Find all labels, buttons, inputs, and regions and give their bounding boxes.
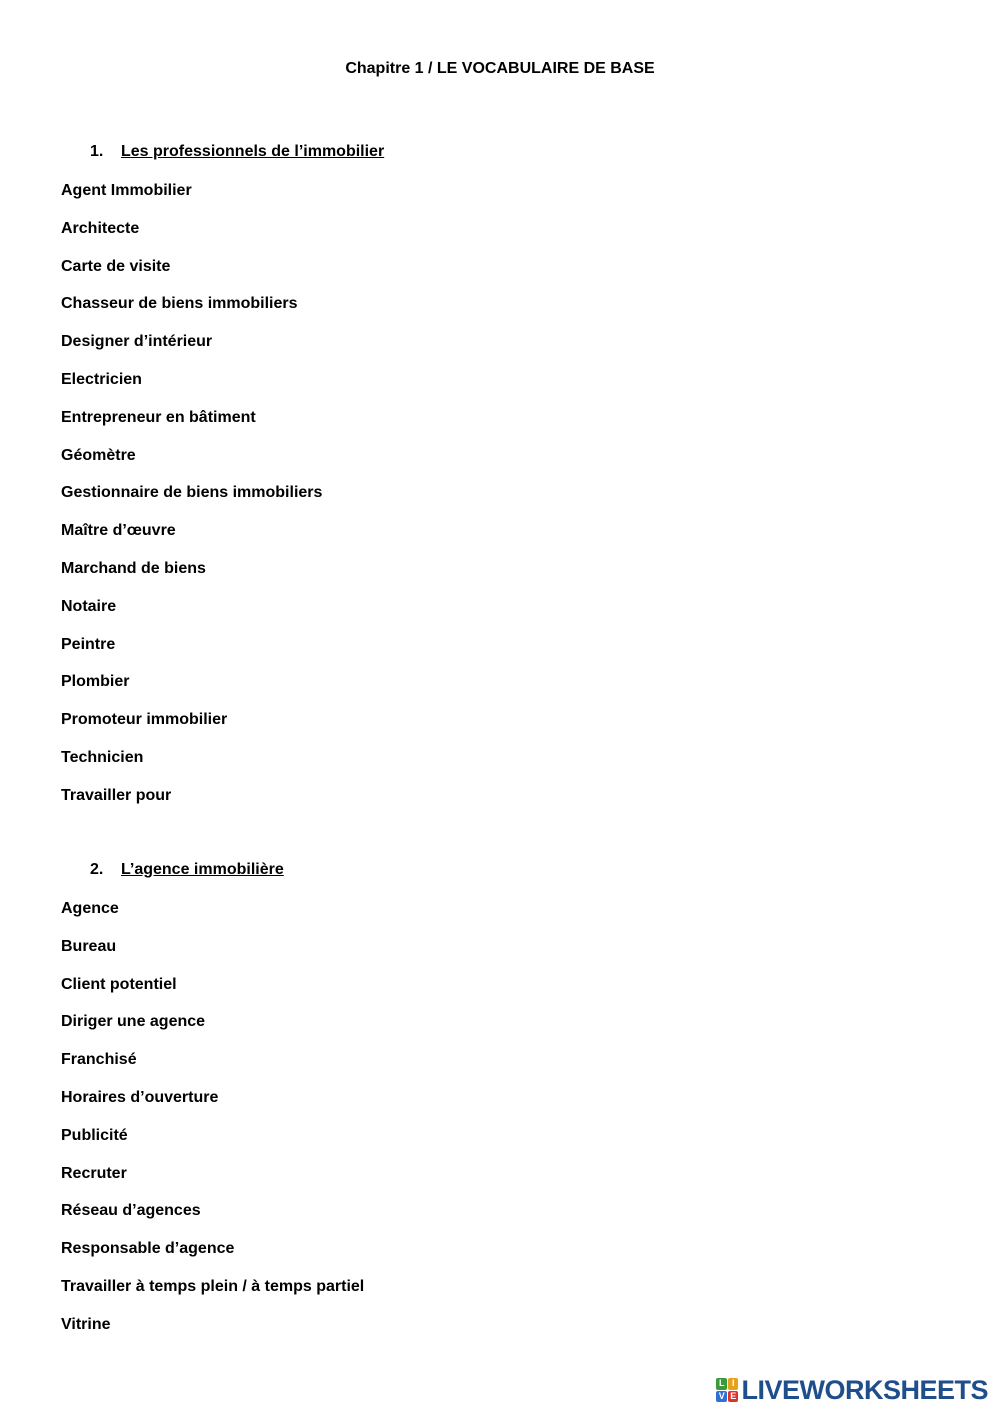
page-title: Chapitre 1 / LE VOCABULAIRE DE BASE [345, 60, 655, 77]
list-item: Vitrine [61, 1315, 111, 1333]
section-heading-1 [90, 143, 384, 161]
list-item: Entrepreneur en bâtiment [61, 408, 256, 426]
list-item: Plombier [61, 673, 130, 691]
logo-badge-letter: V [716, 1391, 727, 1403]
list-item: Géomètre [61, 446, 136, 464]
list-item: Promoteur immobilier [61, 711, 228, 729]
vocabulary-list-2 [61, 899, 364, 1353]
list-item: Client potentiel [61, 975, 177, 993]
list-item: Peintre [61, 635, 116, 653]
list-item: Diriger une agence [61, 1013, 206, 1031]
section-number: 1. [90, 143, 104, 160]
logo-text: LIVEWORKSHEETS [741, 1374, 988, 1405]
list-item: Designer d’intérieur [61, 333, 213, 351]
list-item: Architecte [61, 219, 140, 237]
logo-badge-letter: L [716, 1378, 727, 1390]
list-item: Agence [61, 900, 119, 917]
list-item: Travailler à temps plein / à temps partiel [61, 1277, 365, 1295]
logo-badge-letter: E [728, 1391, 739, 1403]
section-title: L’agence immobilière [121, 861, 284, 878]
list-item: Maître d’œuvre [61, 522, 176, 540]
list-item: Horaires d’ouverture [61, 1088, 219, 1106]
list-item: Responsable d’agence [61, 1240, 235, 1258]
list-item: Marchand de biens [61, 559, 206, 577]
section-number: 2. [90, 861, 104, 878]
list-item: Travailler pour [61, 786, 172, 804]
list-item: Electricien [61, 370, 142, 388]
logo-badge-icon [716, 1378, 738, 1402]
list-item: Chasseur de biens immobiliers [61, 295, 298, 313]
section-title: Les professionnels de l’immobilier [121, 143, 385, 160]
list-item: Agent Immobilier [61, 182, 192, 199]
list-item: Réseau d’agences [61, 1202, 201, 1220]
list-item: Technicien [61, 748, 144, 766]
list-item: Recruter [61, 1164, 127, 1182]
list-item: Franchisé [61, 1051, 137, 1069]
list-item: Gestionnaire de biens immobiliers [61, 484, 323, 502]
vocabulary-list-1 [61, 181, 322, 824]
logo-badge-letter: I [728, 1378, 739, 1390]
list-item: Notaire [61, 597, 117, 615]
list-item: Carte de visite [61, 257, 171, 275]
list-item: Publicité [61, 1126, 128, 1144]
section-heading-2 [90, 861, 284, 879]
list-item: Bureau [61, 937, 117, 955]
liveworksheets-logo[interactable] [716, 1374, 988, 1406]
